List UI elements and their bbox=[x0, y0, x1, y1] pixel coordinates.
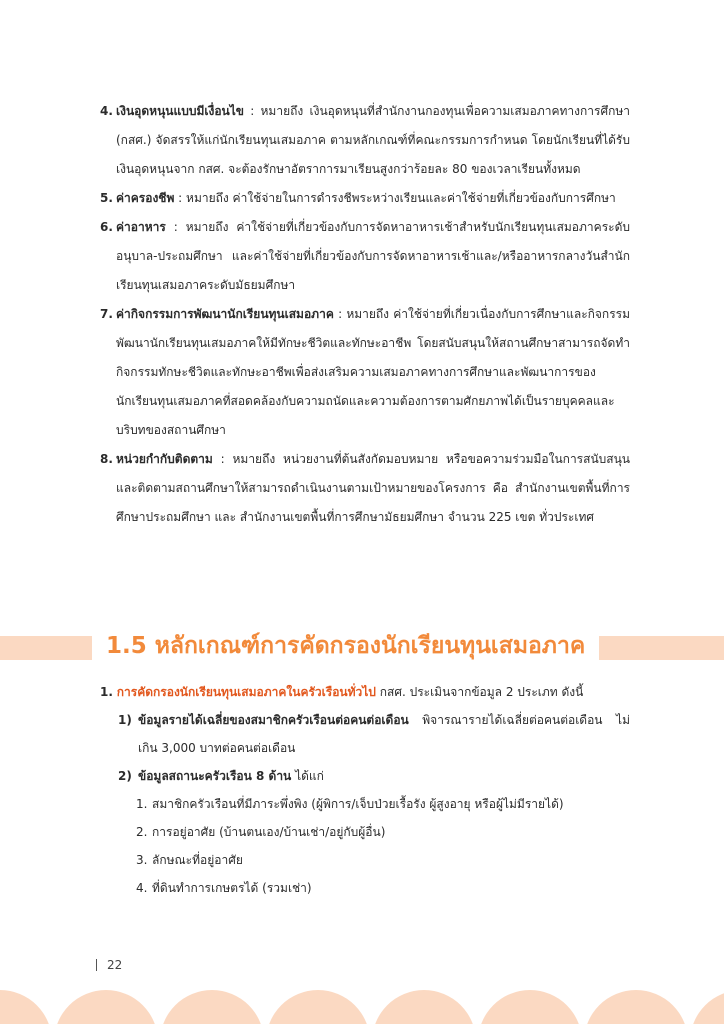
household-status-item bbox=[136, 790, 630, 818]
criteria-sub-text bbox=[138, 706, 630, 762]
criteria-sub-body: ได้แก่ bbox=[291, 769, 324, 783]
definition-body: : หมายถึง ค่าใช้จ่ายในการดำรงชีพระหว่างเรียนและค่าใช้จ่ายที่เกี่ยวข้องกับการศึกษา bbox=[174, 191, 616, 205]
decorative-scallop-border bbox=[0, 990, 724, 1024]
criteria-highlight-2: ครัวเรือนทั่วไป bbox=[300, 685, 376, 699]
definition-number: 7. bbox=[100, 307, 113, 321]
definition-text bbox=[116, 97, 630, 184]
criteria-block bbox=[100, 678, 630, 902]
household-status-text: ที่ดินทำการเกษตรได้ (รวมเช่า) bbox=[152, 881, 312, 895]
definition-item bbox=[100, 445, 630, 532]
household-status-item bbox=[136, 818, 630, 846]
definition-text bbox=[116, 213, 630, 300]
household-status-item bbox=[136, 846, 630, 874]
definition-item bbox=[100, 184, 630, 213]
footer-divider bbox=[96, 959, 97, 971]
definition-body: : หมายถึง หน่วยงานที่ต้นสังกัดมอบหมาย หรือขอความร่วมมือในการสนับสนุน และติดตามสถานศึกษาให้สามารถดำเนินงานตามเป้าหมายของโครงการ คือ สำนักงานเขตพื้นที่การศึกษาประถมศึกษา และ สำนักงานเขตพื้นที่การศึกษามัธยมศึกษา จำนวน 225 เขต ทั่วประเทศ bbox=[116, 452, 630, 524]
criteria-sub-item bbox=[118, 762, 630, 790]
definition-item bbox=[100, 97, 630, 184]
definition-item bbox=[100, 213, 630, 300]
criteria-sub-term: ข้อมูลรายได้เฉลี่ยของสมาชิกครัวเรือนต่อคนต่อเดือน bbox=[138, 713, 409, 727]
scallop-shape bbox=[690, 990, 724, 1024]
definition-text bbox=[116, 300, 630, 445]
definition-term: เงินอุดหนุนแบบมีเงื่อนไข bbox=[116, 104, 244, 118]
household-status-number: 4. bbox=[136, 881, 148, 895]
scallop-shape bbox=[54, 990, 158, 1024]
definition-text bbox=[116, 445, 630, 532]
definition-term: ค่าอาหาร bbox=[116, 220, 166, 234]
definitions-list bbox=[100, 97, 630, 532]
page-number: 22 bbox=[107, 958, 123, 972]
scallop-shape bbox=[160, 990, 264, 1024]
household-status-text: ลักษณะที่อยู่อาศัย bbox=[152, 853, 243, 867]
scallop-shape bbox=[266, 990, 370, 1024]
definition-number: 6. bbox=[100, 220, 113, 234]
page-footer bbox=[96, 958, 122, 972]
definition-term: ค่ากิจกรรมการพัฒนานักเรียนทุนเสมอภาค bbox=[116, 307, 334, 321]
definition-term: หน่วยกำกับติดตาม bbox=[116, 452, 213, 466]
criteria-text: กสศ. ประเมินจากข้อมูล 2 ประเภท ดังนี้ bbox=[375, 685, 584, 699]
definition-number: 8. bbox=[100, 452, 113, 466]
criteria-sub-term: ข้อมูลสถานะครัวเรือน 8 ด้าน bbox=[138, 769, 292, 783]
section-header bbox=[92, 624, 599, 668]
criteria-number: 1. bbox=[100, 685, 113, 699]
household-status-number: 2. bbox=[136, 825, 148, 839]
definition-body: : หมายถึง ค่าใช้จ่ายที่เกี่ยวข้องกับการจัดหาอาหารเช้าสำหรับนักเรียนทุนเสมอภาคระดับ อนุบาล-ประถมศึกษา และค่าใช้จ่ายที่เกี่ยวข้องกับการจัดหาอาหารเช้าและ/หรืออาหารกลางวันสำนักเรียนทุนเสมอภาคระดับมัธยมศึกษา bbox=[116, 220, 630, 292]
criteria-sub-body: พิจารณารายได้เฉลี่ยต่อคนต่อเดือน ไม่เกิน 3,000 บาทต่อคนต่อเดือน bbox=[138, 713, 630, 755]
household-status-text: การอยู่อาศัย (บ้านตนเอง/บ้านเช่า/อยู่กับผู้อื่น) bbox=[152, 825, 386, 839]
household-status-number: 3. bbox=[136, 853, 148, 867]
definition-number: 4. bbox=[100, 104, 113, 118]
section-title: 1.5 หลักเกณฑ์การคัดกรองนักเรียนทุนเสมอภาค bbox=[106, 633, 586, 659]
scallop-shape bbox=[584, 990, 688, 1024]
definition-body: : หมายถึง ค่าใช้จ่ายที่เกี่ยวเนื่องกับการศึกษาและกิจกรรมพัฒนานักเรียนทุนเสมอภาคให้มีทักษะชีวิตและทักษะอาชีพ โดยสนับสนุนให้สถานศึกษาสามารถจัดทำกิจกรรมทักษะชีวิตและทักษะอาชีพเพื่อส่งเสริมความเสมอภาคทางการศึกษาและพัฒนาการของนักเรียนทุนเสมอภาคที่สอดคล้องกับความถนัดและความต้องการตามศักยภาพได้เป็นรายบุคคลและบริบทของสถานศึกษา bbox=[116, 307, 630, 437]
criteria-sub-item bbox=[118, 706, 630, 762]
criteria-intro bbox=[100, 678, 630, 706]
scallop-shape bbox=[478, 990, 582, 1024]
household-status-text: สมาชิกครัวเรือนที่มีภาระพึ่งพิง (ผู้พิการ/เจ็บป่วยเรื้อรัง ผู้สูงอายุ หรือผู้ไม่มีรายได้) bbox=[152, 797, 564, 811]
definition-term: ค่าครองชีพ bbox=[116, 191, 175, 205]
scallop-shape bbox=[372, 990, 476, 1024]
household-status-item bbox=[136, 874, 630, 902]
criteria-sub-number: 1) bbox=[118, 713, 132, 727]
definition-item bbox=[100, 300, 630, 445]
criteria-highlight-1: การคัดกรองนักเรียนทุนเสมอภาคใน bbox=[116, 685, 301, 699]
criteria-sub-text bbox=[138, 762, 630, 790]
criteria-sub-number: 2) bbox=[118, 769, 132, 783]
definition-body: : หมายถึง เงินอุดหนุนที่สำนักงานกองทุนเพื่อความเสมอภาคทางการศึกษา (กสศ.) จัดสรรให้แก่นักเรียนทุนเสมอภาค ตามหลักเกณฑ์ที่คณะกรรมการกำหนด โดยนักเรียนที่ได้รับเงินอุดหนุนจาก กสศ. จะต้องรักษาอัตราการมาเรียนสูงกว่าร้อยละ 80 ของเวลาเรียนทั้งหมด bbox=[116, 104, 630, 176]
definition-text bbox=[116, 184, 630, 213]
scallop-shape bbox=[0, 990, 52, 1024]
household-status-number: 1. bbox=[136, 797, 148, 811]
definition-number: 5. bbox=[100, 191, 113, 205]
